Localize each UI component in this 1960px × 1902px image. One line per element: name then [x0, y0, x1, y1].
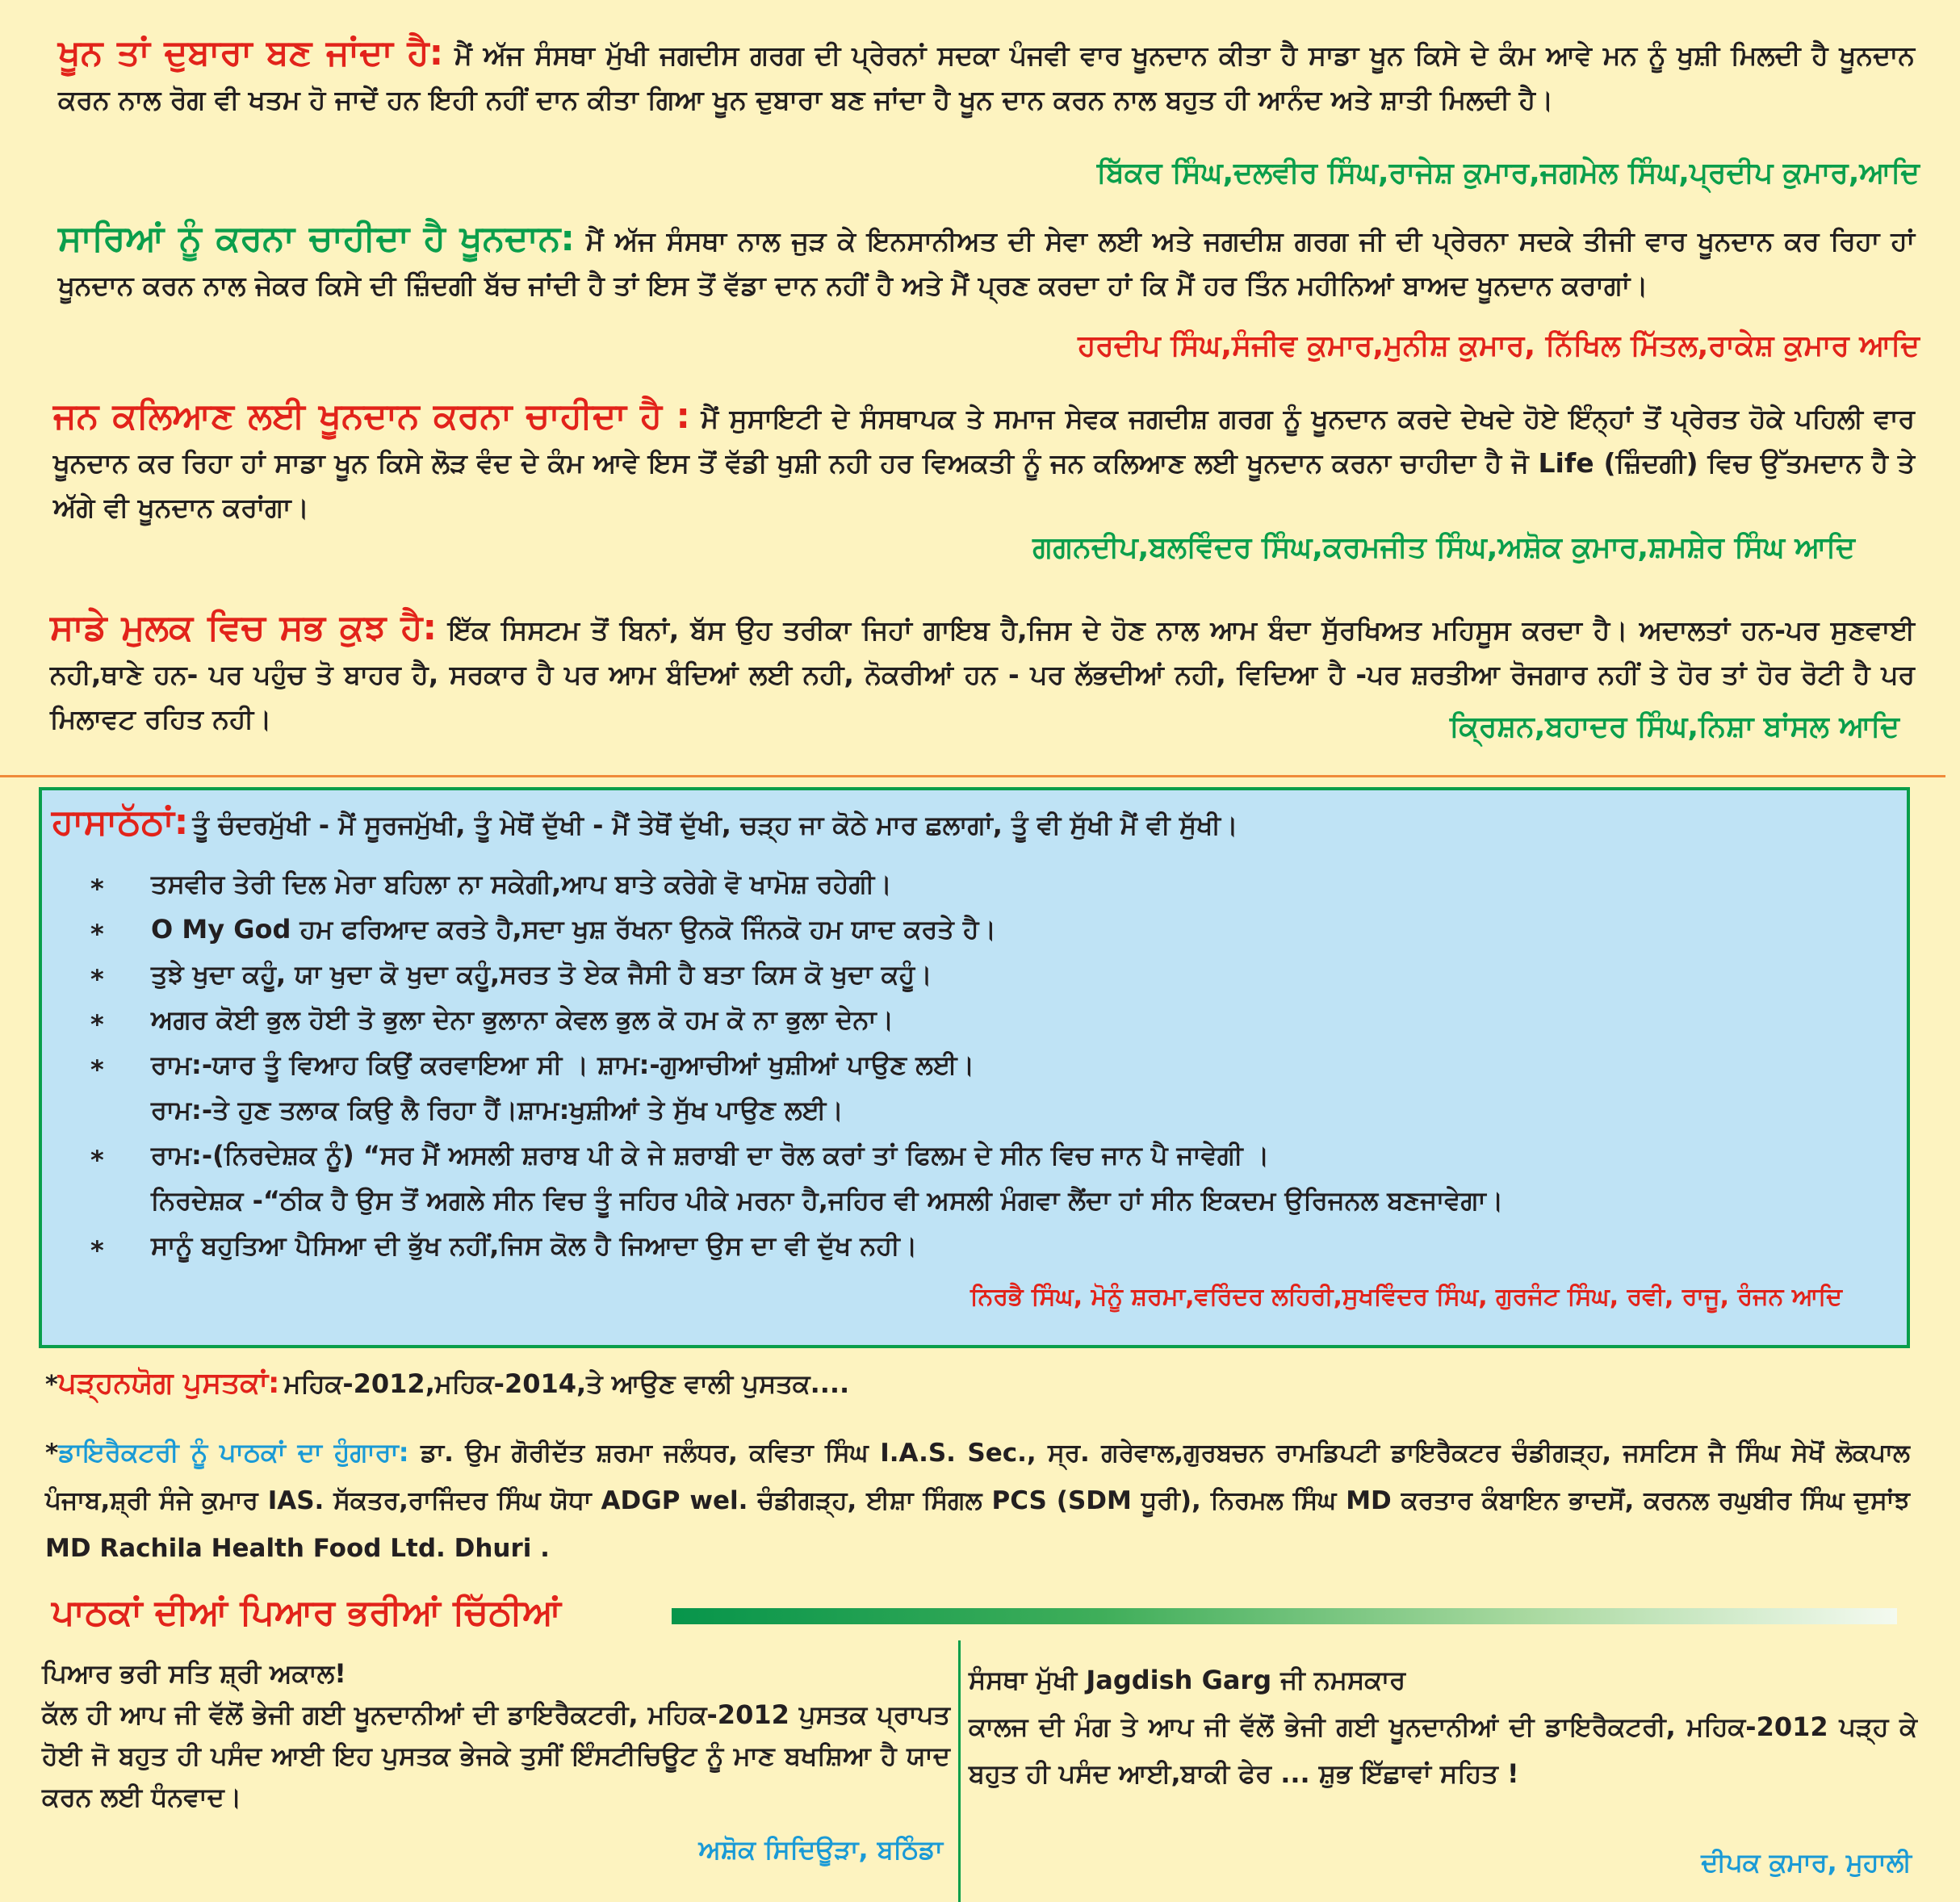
letters-heading-bar	[672, 1608, 1897, 1624]
section-4-heading: ਸਾਡੇ ਮੁਲਕ ਵਿਚ ਸਭ ਕੁਝ ਹੈ:	[50, 607, 438, 648]
books-line	[45, 1367, 849, 1401]
section-4-text: ਇੱਕ ਸਿਸਟਮ ਤੋਂ ਬਿਨਾਂ, ਬੱਸ ਉਹ ਤਰੀਕਾ ਜਿਹਾਂ ਗਾਇਬ ਹੈ,ਜਿਸ ਦੇ ਹੋਣ ਨਾਲ ਆਮ ਬੰਦਾ ਸੁੱਰਖਿਅਤ ਮਹਿਸੂਸ ਕਰਦਾ ਹੈ। ਅਦਾਲਤਾਂ ਹਨ-ਪਰ ਸੁਣਵਾਈ ਨਹੀ,ਥਾਣੇ ਹਨ- ਪਰ ਪਹੁੰਚ ਤੋ ਬਾਹਰ ਹੈ, ਸਰਕਾਰ ਹੈ ਪਰ ਆਮ ਬੰਦਿਆਂ ਲਈ ਨਹੀ, ਨੋਕਰੀਆਂ ਹਨ - ਪਰ ਲੱਭਦੀਆਂ ਨਹੀ, ਵਿਦਿਆ ਹੈ -ਪਰ ਸ਼ਰਤੀਆ ਰੋਜਗਾਰ ਨਹੀਂ ਤੇ ਹੋਰ ਤਾਂ ਹੋਰ ਰੋਟੀ ਹੈ ਪਰ ਮਿਲਾਵਟ ਰਹਿਤ ਨਹੀ।	[50, 614, 1915, 735]
bullet-6: *	[90, 1145, 104, 1175]
section-1-names: ਬਿੱਕਰ ਸਿੰਘ,ਦਲਵੀਰ ਸਿੰਘ,ਰਾਜੇਸ਼ ਕੁਮਾਰ,ਜਗਮੇਲ ਸਿੰਘ,ਪ੍ਰਦੀਪ ਕੁਮਾਰ,ਆਦਿ	[1096, 157, 1920, 190]
letter-left-greeting: ਪਿਆਰ ਭਰੀ ਸਤਿ ਸ਼੍ਰੀ ਅਕਾਲ!	[42, 1658, 346, 1689]
humor-line-4: ਅਗਰ ਕੋਈ ਭੁਲ ਹੋਈ ਤੋ ਭੁਲਾ ਦੇਨਾ ਭੁਲਾਨਾ ਕੇਵਲ ਭੁਲ ਕੋ ਹਮ ਕੋ ਨਾ ਭੁਲਾ ਦੇਨਾ।	[151, 1004, 894, 1035]
section-2-heading: ਸਾਰਿਆਂ ਨੂੰ ਕਰਨਾ ਚਾਹੀਦਾ ਹੈ ਖੂਨਦਾਨ:	[58, 218, 576, 259]
letter-right-body: ਕਾਲਜ ਦੀ ਮੰਗ ਤੇ ਆਪ ਜੀ ਵੱਲੋਂ ਭੇਜੀ ਗਈ ਖੂਨਦਾਨੀਆਂ ਦੀ ਡਾਇਰੈਕਟਰੀ, ਮਹਿਕ-2012 ਪੜ੍ਹ ਕੇ ਬਹੁਤ ਹੀ ਪਸੰਦ ਆਈ,ਬਾਕੀ ਫੇਰ ... ਸ਼ੁਭ ਇੱਛਾਵਾਂ ਸਹਿਤ !	[969, 1711, 1917, 1789]
bullet-5: *	[90, 1054, 104, 1085]
letter-right-greeting: ਸੰਸਥਾ ਮੁੱਖੀ Jagdish Garg ਜੀ ਨਮਸਕਾਰ	[969, 1665, 1406, 1695]
section-1	[58, 31, 1915, 122]
directory-heading: ਡਾਇਰੈਕਟਰੀ ਨੂੰ ਪਾਠਕਾਂ ਦਾ ਹੁੰਗਾਰਾ:	[58, 1437, 409, 1468]
section-3-text: ਮੈਂ ਸੁਸਾਇਟੀ ਦੇ ਸੰਸਥਾਪਕ ਤੇ ਸਮਾਜ ਸੇਵਕ ਜਗਦੀਸ਼ ਗਰਗ ਨੂੰ ਖੂਨਦਾਨ ਕਰਦੇ ਦੇਖਦੇ ਹੋਏ ਇੰਨ੍ਹਾਂ ਤੋਂ ਪ੍ਰੇਰਤ ਹੋਕੇ ਪਹਿਲੀ ਵਾਰ ਖੂਨਦਾਨ ਕਰ ਰਿਹਾ ਹਾਂ ਸਾਡਾ ਖੂਨ ਕਿਸੇ ਲੋੜ ਵੰਦ ਦੇ ਕੰਮ ਆਵੇ ਇਸ ਤੋਂ ਵੱਡੀ ਖੁਸ਼ੀ ਨਹੀ ਹਰ ਵਿਅਕਤੀ ਨੂੰ ਜਨ ਕਲਿਆਣ ਲਈ ਖੂਨਦਾਨ ਕਰਨਾ ਚਾਹੀਦਾ ਹੈ ਜੋ Life (ਜ਼ਿੰਦਗੀ) ਵਿਚ ਉੱਤਮਦਾਨ ਹੈ ਤੇ ਅੱਗੇ ਵੀ ਖੂਨਦਾਨ ਕਰਾਂਗਾ।	[53, 403, 1915, 523]
letters-heading: ਪਾਠਕਾਂ ਦੀਆਂ ਪਿਆਰ ਭਰੀਆਂ ਚਿੱਠੀਆਂ	[52, 1592, 562, 1633]
section-4-names: ਕ੍ਰਿਸ਼ਨ,ਬਹਾਦਰ ਸਿੰਘ,ਨਿਸ਼ਾ ਬਾਂਸਲ ਆਦਿ	[1449, 710, 1899, 744]
humor-line-7: ਰਾਮ:-(ਨਿਰਦੇਸ਼ਕ ਨੂੰ) “ਸਰ ਮੈਂ ਅਸਲੀ ਸ਼ਰਾਬ ਪੀ ਕੇ ਜੇ ਸ਼ਰਾਬੀ ਦਾ ਰੋਲ ਕਰਾਂ ਤਾਂ ਫਿਲਮ ਦੇ ਸੀਨ ਵਿਚ ਜਾਨ ਪੈ ਜਾਵੇਗੀ ।	[151, 1140, 1270, 1171]
humor-box	[39, 787, 1910, 1348]
bullet-2: *	[90, 919, 104, 949]
section-3-heading: ਜਨ ਕਲਿਆਣ ਲਈ ਖੂਨਦਾਨ ਕਰਨਾ ਚਾਹੀਦਾ ਹੈ :	[53, 396, 690, 437]
humor-line-8: ਨਿਰਦੇਸ਼ਕ -“ਠੀਕ ਹੈ ਉਸ ਤੋਂ ਅਗਲੇ ਸੀਨ ਵਿਚ ਤੂੰ ਜਹਿਰ ਪੀਕੇ ਮਰਨਾ ਹੈ,ਜਹਿਰ ਵੀ ਅਸਲੀ ਮੰਗਵਾ ਲੈਂਦਾ ਹਾਂ ਸੀਨ ਇਕਦਮ ਉਰਿਜਨਲ ਬਣਜਾਵੇਗਾ।	[151, 1185, 1504, 1216]
directory-response	[45, 1429, 1910, 1573]
books-star: *	[45, 1371, 58, 1399]
section-2-names: ਹਰਦੀਪ ਸਿੰਘ,ਸੰਜੀਵ ਕੁਮਾਰ,ਮੁਨੀਸ਼ ਕੁਮਾਰ, ਨਿੱਖਿਲ ਮਿੱਤਲ,ਰਾਕੇਸ਼ ਕੁਮਾਰ ਆਦਿ	[1078, 329, 1920, 362]
orange-divider	[0, 775, 1945, 777]
humor-intro-line	[52, 802, 1238, 843]
letter-left-body: ਕੱਲ ਹੀ ਆਪ ਜੀ ਵੱਲੋਂ ਭੇਜੀ ਗਈ ਖੂਨਦਾਨੀਆਂ ਦੀ ਡਾਇਰੈਕਟਰੀ, ਮਹਿਕ-2012 ਪੁਸਤਕ ਪ੍ਰਾਪਤ ਹੋਈ ਜੋ ਬਹੁਤ ਹੀ ਪਸੰਦ ਆਈ ਇਹ ਪੁਸਤਕ ਭੇਜਕੇ ਤੁਸੀਂ ਇੰਸਟੀਚਿਊਟ ਨੂੰ ਮਾਣ ਬਖਸ਼ਿਆ ਹੈ ਯਾਦ ਕਰਨ ਲਈ ਧੰਨਵਾਦ।	[42, 1699, 950, 1812]
humor-intro: ਤੂੰ ਚੰਦਰਮੁੱਖੀ - ਮੈਂ ਸੂਰਜਮੁੱਖੀ, ਤੂੰ ਮੇਥੋਂ ਦੁੱਖੀ - ਮੈਂ ਤੇਥੋਂ ਦੁੱਖੀ, ਚੜ੍ਹ ਜਾ ਕੋਠੇ ਮਾਰ ਛਲਾਗਾਂ, ਤੂੰ ਵੀ ਸੁੱਖੀ ਮੈਂ ਵੀ ਸੁੱਖੀ।	[192, 810, 1238, 840]
letter-right-signature: ਦੀਪਕ ਕੁਮਾਰ, ਮੁਹਾਲੀ	[1701, 1847, 1912, 1878]
books-heading: ਪੜ੍ਹਨਯੋਗ ਪੁਸਤਕਾਂ:	[57, 1367, 280, 1400]
directory-star: *	[45, 1439, 59, 1468]
letters-column-divider	[958, 1640, 961, 1902]
books-text: ਮਹਿਕ-2012,ਮਹਿਕ-2014,ਤੇ ਆਉਣ ਵਾਲੀ ਪੁਸਤਕ....	[283, 1368, 850, 1399]
humor-line-5: ਰਾਮ:-ਯਾਰ ਤੂੰ ਵਿਆਹ ਕਿਉਂ ਕਰਵਾਇਆ ਸੀ । ਸ਼ਾਮ:-ਗੁਆਚੀਆਂ ਖੁਸ਼ੀਆਂ ਪਾਉਣ ਲਈ।	[151, 1049, 975, 1080]
section-2-text: ਮੈਂ ਅੱਜ ਸੰਸਥਾ ਨਾਲ ਜੁੜ ਕੇ ਇਨਸਾਨੀਅਤ ਦੀ ਸੇਵਾ ਲਈ ਅਤੇ ਜਗਦੀਸ਼ ਗਰਗ ਜੀ ਦੀ ਪ੍ਰੇਰਨਾ ਸਦਕੇ ਤੀਜੀ ਵਾਰ ਖੂਨਦਾਨ ਕਰ ਰਿਹਾ ਹਾਂ ਖੂਨਦਾਨ ਕਰਨ ਨਾਲ ਜੇਕਰ ਕਿਸੇ ਦੀ ਜ਼ਿੰਦਗੀ ਬੱਚ ਜਾਂਦੀ ਹੈ ਤਾਂ ਇਸ ਤੋਂ ਵੱਡਾ ਦਾਨ ਨਹੀਂ ਹੈ ਅਤੇ ਮੈਂ ਪ੍ਰਣ ਕਰਦਾ ਹਾਂ ਕਿ ਮੈਂ ਹਰ ਤਿੰਨ ਮਹੀਨਿਆਂ ਬਾਅਦ ਖੂਨਦਾਨ ਕਰਾਗਾਂ।	[58, 225, 1915, 301]
bullet-4: *	[90, 1009, 104, 1040]
section-1-text: ਮੈਂ ਅੱਜ ਸੰਸਥਾ ਮੁੱਖੀ ਜਗਦੀਸ ਗਰਗ ਦੀ ਪ੍ਰੇਰਨਾਂ ਸਦਕਾ ਪੰਜਵੀ ਵਾਰ ਖੂਨਦਾਨ ਕੀਤਾ ਹੈ ਸਾਡਾ ਖੂਨ ਕਿਸੇ ਦੇ ਕੰਮ ਆਵੇ ਮਨ ਨੂੰ ਖੁਸ਼ੀ ਮਿਲਦੀ ਹੈ ਖੂਨਦਾਨ ਕਰਨ ਨਾਲ ਰੋਗ ਵੀ ਖਤਮ ਹੋ ਜਾਦੇਂ ਹਨ ਇਹੀ ਨਹੀਂ ਦਾਨ ਕੀਤਾ ਗਿਆ ਖੂਨ ਦੁਬਾਰਾ ਬਣ ਜਾਂਦਾ ਹੈ ਖੂਨ ਦਾਨ ਕਰਨ ਨਾਲ ਬਹੁਤ ਹੀ ਆਨੰਦ ਅਤੇ ਸ਼ਾਤੀ ਮਿਲਦੀ ਹੈ।	[58, 40, 1915, 115]
humor-line-6: ਰਾਮ:-ਤੇ ਹੁਣ ਤਲਾਕ ਕਿਉ ਲੈ ਰਿਹਾ ਹੈਂ।ਸ਼ਾਮ:ਖੁਸ਼ੀਆਂ ਤੇ ਸੁੱਖ ਪਾਉਣ ਲਈ।	[151, 1095, 844, 1125]
section-3	[53, 394, 1915, 530]
section-3-names: ਗਗਨਦੀਪ,ਬਲਵਿੰਦਰ ਸਿੰਘ,ਕਰਮਜੀਤ ਸਿੰਘ,ਅਸ਼ੋਕ ਕੁਮਾਰ,ਸ਼ਮਸ਼ੇਰ ਸਿੰਘ ਆਦਿ	[1032, 531, 1855, 564]
humor-names: ਨਿਰਭੈ ਸਿੰਘ, ਮੋਨੂੰ ਸ਼ਰਮਾ,ਵਰਿੰਦਰ ਲਹਿਰੀ,ਸੁਖਵਿੰਦਰ ਸਿੰਘ, ਗੁਰਜੰਟ ਸਿੰਘ, ਰਵੀ, ਰਾਜੂ, ਰੰਜਨ ਆਦਿ	[970, 1283, 1842, 1311]
letter-left-signature: ਅਸ਼ੋਕ ਸਿਦਿਊੜਾ, ਬਠਿੰਡਾ	[698, 1834, 943, 1865]
humor-line-1: ਤਸਵੀਰ ਤੇਰੀ ਦਿਲ ਮੇਰਾ ਬਹਿਲਾ ਨਾ ਸਕੇਗੀ,ਆਪ ਬਾਤੇ ਕਰੇਗੇ ਵੋ ਖਾਮੋਸ਼ ਰਹੇਗੀ।	[151, 869, 892, 899]
bullet-3: *	[90, 964, 104, 995]
directory-text: ਡਾ. ਉਮ ਗੋਰੀਦੱਤ ਸ਼ਰਮਾ ਜਲੰਧਰ, ਕਵਿਤਾ ਸਿੰਘ I.A.S. Sec., ਸ੍ਰ. ਗਰੇਵਾਲ,ਗੁਰਬਚਨ ਰਾਮਡਿਪਟੀ ਡਾਇਰੈਕਟਰ ਚੰਡੀਗੜ੍ਹ, ਜਸਟਿਸ ਜੈ ਸਿੰਘ ਸੇਖੋਂ ਲੋਕਪਾਲ ਪੰਜਾਬ,ਸ਼੍ਰੀ ਸੰਜੇ ਕੁਮਾਰ IAS. ਸੱਕਤਰ,ਰਾਜਿੰਦਰ ਸਿੰਘ ਯੋਧਾ ADGP wel. ਚੰਡੀਗੜ੍ਹ, ਈਸ਼ਾ ਸਿੰਗਲ PCS (SDM ਧੂਰੀ), ਨਿਰਮਲ ਸਿੰਘ MD ਕਰਤਾਰ ਕੰਬਾਇਨ ਭਾਦਸੋਂ, ਕਰਨਲ ਰਘੁਬੀਰ ਸਿੰਘ ਦੁਸਾਂਝ MD Rachila Health Food Ltd. Dhuri .	[45, 1439, 1910, 1563]
humor-line-3: ਤੁਝੇ ਖੁਦਾ ਕਹੂੰ, ਯਾ ਖੁਦਾ ਕੋ ਖੁਦਾ ਕਹੂੰ,ਸਰਤ ਤੋ ਏਕ ਜੈਸੀ ਹੈ ਬਤਾ ਕਿਸ ਕੋ ਖੁਦਾ ਕਹੂੰ।	[151, 959, 932, 990]
humor-line-9: ਸਾਨੂੰ ਬਹੁਤਿਆ ਪੈਸਿਆ ਦੀ ਭੁੱਖ ਨਹੀਂ,ਜਿਸ ਕੋਲ ਹੈ ਜਿਆਦਾ ਉਸ ਦਾ ਵੀ ਦੁੱਖ ਨਹੀ।	[151, 1230, 918, 1261]
bullet-7: *	[90, 1235, 104, 1266]
section-2	[58, 216, 1915, 308]
bullet-1: *	[90, 873, 104, 904]
humor-heading: ਹਾਸਾਠੱਠਾਂ:	[52, 802, 189, 843]
letter-left	[42, 1653, 950, 1818]
humor-line-2: O My God ਹਮ ਫਰਿਆਦ ਕਰਤੇ ਹੈ,ਸਦਾ ਖੁਸ਼ ਰੱਖਨਾ ਉਨਕੋ ਜਿੰਨਕੋ ਹਮ ਯਾਦ ਕਰਤੇ ਹੈ।	[151, 914, 997, 945]
letter-right	[969, 1657, 1917, 1797]
section-1-heading: ਖੂਨ ਤਾਂ ਦੁਬਾਰਾ ਬਣ ਜਾਂਦਾ ਹੈ:	[58, 32, 444, 73]
